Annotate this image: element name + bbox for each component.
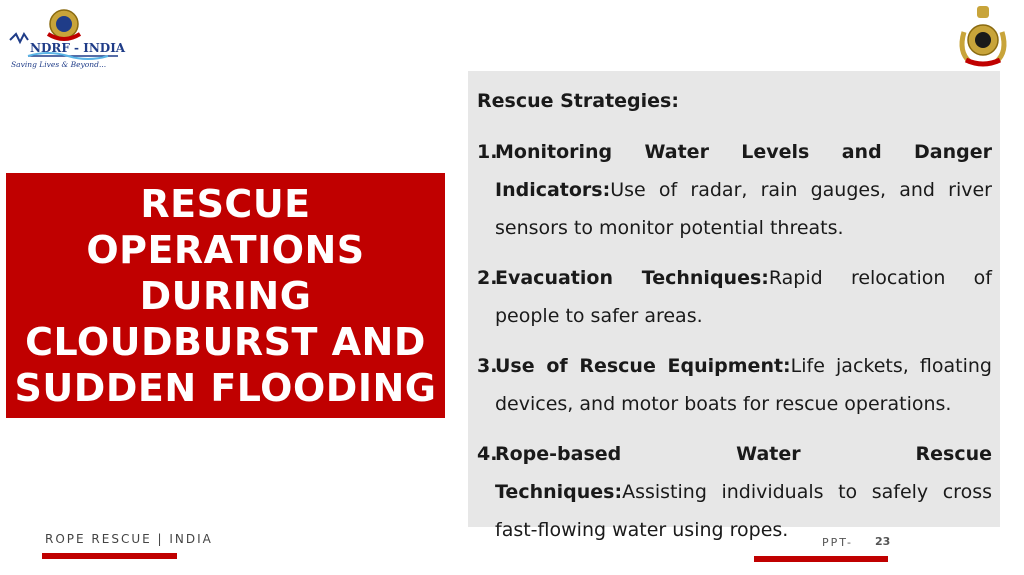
item-title: Evacuation Techniques: [495,267,769,289]
ndrf-logo [8,4,128,72]
page-number: 23 [875,535,891,548]
item-number: 1. [477,141,498,163]
item-title: Rope-based Water Rescue Techniques: [495,443,992,503]
item-text: Rapid relocation of people to safer areas. [495,267,992,327]
item-title: Monitoring Water Levels and Danger Indicators: [495,141,992,201]
footer-bar-left [42,553,177,559]
item-number: 4. [477,443,498,465]
ndrf-logo-text: NDRF - INDIA [30,41,126,55]
footer-ppt-label: PPT- [822,536,853,549]
ndrf-tagline: Saving Lives & Beyond... [11,60,107,69]
list-item [477,133,992,247]
emblem-logo [948,2,1018,72]
footer-bar-right [754,556,888,562]
list-item [477,435,992,549]
item-number: 2. [477,267,498,289]
item-text: Life jackets, floating devices, and motor boats for rescue operations. [495,355,992,415]
content-text [477,84,992,561]
item-title: Use of Rescue Equipment: [495,355,791,377]
list-item [477,347,992,423]
item-number: 3. [477,355,498,377]
content-heading: Rescue Strategies: [477,90,679,112]
title-box [6,173,445,418]
list-item [477,259,992,335]
footer-label: ROPE RESCUE | INDIA [45,532,213,546]
slide-title: RESCUE OPERATIONS DURING CLOUDBURST AND SUDDEN FLOODING [14,181,437,410]
item-text: Use of radar, rain gauges, and river sensors to monitor potential threats. [495,179,992,239]
item-text: Assisting individuals to safely cross fast-flowing water using ropes. [495,481,992,541]
